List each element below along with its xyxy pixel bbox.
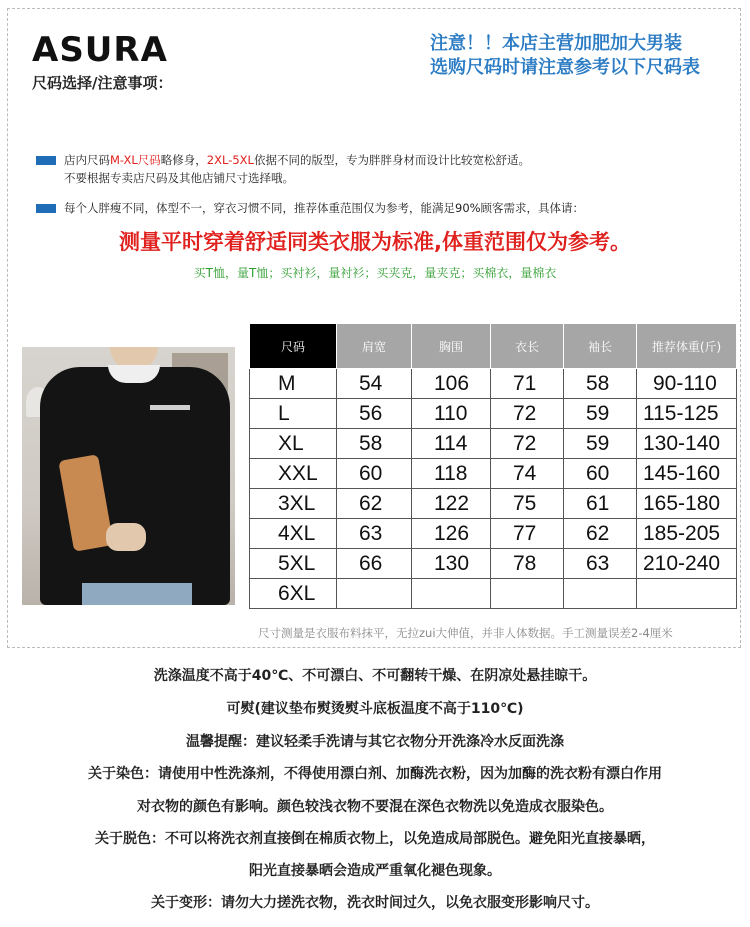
table-row xyxy=(250,459,737,489)
cell-shoulder: 56 xyxy=(337,399,412,429)
notice-banner xyxy=(430,32,740,80)
highlight-large-sizes: 2XL-5XL xyxy=(206,153,254,167)
cell-length: 77 xyxy=(491,519,564,549)
brand-logo: ASURA xyxy=(32,30,168,70)
cell-size: XXL xyxy=(250,459,337,489)
cell-length: 72 xyxy=(491,429,564,459)
cell-sleeve: 60 xyxy=(564,459,637,489)
cell-sleeve: 61 xyxy=(564,489,637,519)
care-line: 关于变形：请勿大力搓洗衣物，洗衣时间过久，以免衣服变形影响尺寸。 xyxy=(151,895,599,911)
cell-weight xyxy=(637,579,737,609)
cell-sleeve: 59 xyxy=(564,429,637,459)
cell-chest xyxy=(412,579,491,609)
cell-length: 71 xyxy=(491,369,564,399)
table-row xyxy=(250,399,737,429)
cell-length xyxy=(491,579,564,609)
table-row xyxy=(250,579,737,609)
cell-sleeve: 58 xyxy=(564,369,637,399)
bullet-marker-2 xyxy=(36,204,56,213)
cell-shoulder: 54 xyxy=(337,369,412,399)
notice-line-1: 注意！！本店主营加肥加大男装 xyxy=(430,33,682,54)
table-row xyxy=(250,429,737,459)
cell-chest: 130 xyxy=(412,549,491,579)
header-sleeve: 袖长 xyxy=(564,324,637,369)
cell-weight: 210-240 xyxy=(637,549,737,579)
cell-chest: 122 xyxy=(412,489,491,519)
care-line: 阳光直接暴晒会造成严重氧化褪色现象。 xyxy=(249,863,501,879)
cell-size: M xyxy=(250,369,337,399)
cell-sleeve: 63 xyxy=(564,549,637,579)
table-row xyxy=(250,519,737,549)
header-shoulder: 肩宽 xyxy=(337,324,412,369)
cell-length: 74 xyxy=(491,459,564,489)
size-fit-paragraph: 店内尺码M-XL尺码略修身，2XL-5XL依据不同的版型，专为胖胖身材而设计比较宽松舒适。 不要根据专卖店尺码及其他店铺尺寸选择哦。 xyxy=(64,153,530,185)
cell-shoulder: 66 xyxy=(337,549,412,579)
cell-chest: 126 xyxy=(412,519,491,549)
cell-length: 75 xyxy=(491,489,564,519)
notice-line-2: 选购尺码时请注意参考以下尺码表 xyxy=(430,57,700,78)
cell-weight: 145-160 xyxy=(637,459,737,489)
cell-sleeve xyxy=(564,579,637,609)
measurement-note: 尺寸测量是衣服布料抹平，无拉zui大伸值，并非人体数据。手工测量误差2-4厘米 xyxy=(258,626,673,640)
header-size: 尺码 xyxy=(250,324,337,369)
cell-sleeve: 62 xyxy=(564,519,637,549)
cell-length: 78 xyxy=(491,549,564,579)
cell-weight: 185-205 xyxy=(637,519,737,549)
bullet-marker-1 xyxy=(36,156,56,165)
cell-sleeve: 59 xyxy=(564,399,637,429)
care-line: 温馨提醒：建议轻柔手洗请与其它衣物分开洗涤冷水反面洗涤 xyxy=(186,734,564,750)
care-line: 关于脱色：不可以将洗衣剂直接倒在棉质衣物上，以免造成局部脱色。避免阳光直接暴晒， xyxy=(95,831,655,847)
cell-size: L xyxy=(250,399,337,429)
cell-size: 3XL xyxy=(250,489,337,519)
table-row xyxy=(250,549,737,579)
table-row xyxy=(250,489,737,519)
header-chest: 胸围 xyxy=(412,324,491,369)
cell-size: 6XL xyxy=(250,579,337,609)
table-row xyxy=(250,369,737,399)
cell-shoulder xyxy=(337,579,412,609)
cell-size: XL xyxy=(250,429,337,459)
cell-shoulder: 60 xyxy=(337,459,412,489)
cell-length: 72 xyxy=(491,399,564,429)
care-line: 可熨(建议垫布熨烫熨斗底板温度不高于110℃) xyxy=(226,701,524,717)
table-header-row xyxy=(250,324,737,369)
cell-weight: 90-110 xyxy=(637,369,737,399)
cell-size: 4XL xyxy=(250,519,337,549)
model-photo xyxy=(22,347,235,605)
cell-weight: 165-180 xyxy=(637,489,737,519)
cell-chest: 114 xyxy=(412,429,491,459)
cell-shoulder: 58 xyxy=(337,429,412,459)
care-line: 关于染色：请使用中性洗涤剂，不得使用漂白剂、加酶洗衣粉，因为加酶的洗衣粉有漂白作用 xyxy=(88,766,662,782)
cell-chest: 110 xyxy=(412,399,491,429)
measure-tip-headline: 测量平时穿着舒适同类衣服为标准,体重范围仅为参考。 xyxy=(119,230,631,254)
measure-examples: 买T恤，量T恤；买衬衫，量衬衫；买夹克，量夹克；买棉衣，量棉衣 xyxy=(193,266,557,280)
size-chart-table xyxy=(249,323,737,609)
header-weight: 推荐体重(斤) xyxy=(637,324,737,369)
cell-size: 5XL xyxy=(250,549,337,579)
cell-chest: 106 xyxy=(412,369,491,399)
cell-weight: 115-125 xyxy=(637,399,737,429)
cell-weight: 130-140 xyxy=(637,429,737,459)
weight-note-paragraph: 每个人胖瘦不同，体型不一，穿衣习惯不同，推荐体重范围仅为参考，能满足90%顾客需求，具体请： xyxy=(64,201,585,215)
highlight-slim-sizes: M-XL尺码 xyxy=(110,153,161,167)
care-line: 对衣物的颜色有影响。颜色较浅衣物不要混在深色衣物洗以免造成衣服染色。 xyxy=(137,799,613,815)
header-length: 衣长 xyxy=(491,324,564,369)
page-subtitle: 尺码选择/注意事项： xyxy=(32,74,173,92)
care-line: 洗涤温度不高于40℃、不可漂白、不可翻转干燥、在阴凉处悬挂晾干。 xyxy=(153,668,597,684)
cell-shoulder: 63 xyxy=(337,519,412,549)
cell-chest: 118 xyxy=(412,459,491,489)
cell-shoulder: 62 xyxy=(337,489,412,519)
